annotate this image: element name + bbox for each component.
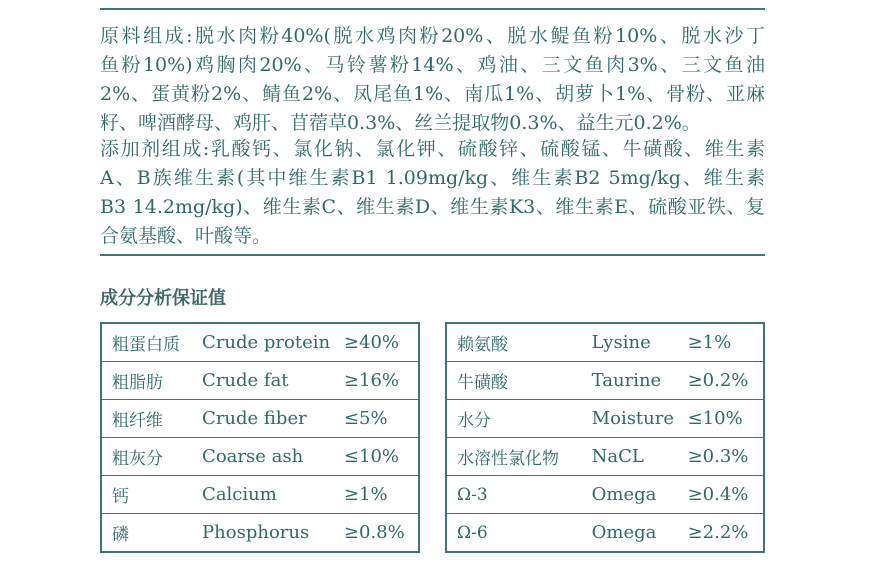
nutrient-name-zh: 粗蛋白质: [112, 335, 180, 355]
nutrient-name-zh: 磷: [101, 514, 192, 553]
analysis-title: 成分分析保证值: [100, 288, 226, 309]
ingredients-line: 籽、啤酒酵母、鸡肝、苜蓿草0.3%、丝兰提取物0.3%、益生元0.2%。: [100, 112, 701, 134]
nutrient-name-zh: 粗纤维: [101, 400, 192, 438]
nutrient-value: ≥1%: [334, 476, 419, 514]
additives-line: B3 14.2mg/kg)、维生素C、维生素D、维生素K3、维生素E、硫酸亚铁、复: [100, 196, 765, 218]
analysis-table-right: [445, 322, 765, 553]
additives-line: 添加剂组成:乳酸钙、氯化钠、氯化钾、硫酸锌、硫酸锰、牛磺酸、维生素: [100, 138, 765, 160]
nutrient-value: ≥1%: [687, 332, 732, 353]
ingredients-line: 鱼粉10%)鸡胸肉20%、马铃薯粉14%、鸡油、三文鱼肉3%、三文鱼油: [100, 54, 765, 76]
nutrient-name-zh: 水溶性氯化物: [446, 438, 582, 476]
nutrient-name-en: Crude protein: [202, 332, 331, 353]
analysis-row: [101, 323, 419, 362]
nutrient-name-zh: 钙: [101, 476, 192, 514]
ingredients-paragraph: [100, 22, 765, 138]
nutrient-name-en: Taurine: [582, 362, 678, 400]
additives-line: A、B族维生素(其中维生素B1 1.09mg/kg、维生素B2 5mg/kg、维生素: [100, 167, 765, 189]
analysis-row: [446, 323, 764, 362]
nutrient-value: ≤5%: [334, 400, 419, 438]
nutrient-value: ≥16%: [334, 362, 419, 400]
top-divider: [100, 8, 765, 10]
nutrient-value: ≤10%: [678, 400, 764, 438]
additives-paragraph: [100, 135, 765, 251]
nutrient-name-en: Moisture: [582, 400, 678, 438]
nutrient-value: ≥0.3%: [678, 438, 764, 476]
nutrient-name-en: Phosphorus: [192, 514, 334, 553]
nutrient-name-en: Calcium: [192, 476, 334, 514]
analysis-row: [446, 514, 764, 553]
nutrient-value: ≥2.2%: [678, 514, 764, 553]
additives-line: 合氨基酸、叶酸等。: [100, 225, 272, 247]
analysis-row: [446, 362, 764, 400]
nutrient-name-zh: Ω-6: [446, 514, 582, 553]
nutrient-name-zh: 粗灰分: [101, 438, 192, 476]
middle-divider: [100, 254, 765, 256]
nutrient-name-en: Crude fiber: [192, 400, 334, 438]
ingredients-line: 2%、蛋黄粉2%、鲭鱼2%、凤尾鱼1%、南瓜1%、胡萝卜1%、骨粉、亚麻: [100, 83, 765, 105]
analysis-row: [446, 476, 764, 514]
analysis-table-left: [100, 322, 420, 553]
nutrient-name-en: Coarse ash: [192, 438, 334, 476]
nutrient-value: ≥0.2%: [678, 362, 764, 400]
nutrient-name-en: Omega: [582, 514, 678, 553]
nutrient-name-en: NaCL: [582, 438, 678, 476]
analysis-row: [101, 438, 419, 476]
ingredients-line: 原料组成:脱水肉粉40%(脱水鸡肉粉20%、脱水鳀鱼粉10%、脱水沙丁: [100, 25, 765, 47]
nutrient-name-zh: 牛磺酸: [446, 362, 582, 400]
nutrient-name-en: Crude fat: [192, 362, 334, 400]
nutrient-name-zh: 赖氨酸: [457, 335, 508, 355]
nutrient-value: ≥0.4%: [678, 476, 764, 514]
analysis-row: [446, 438, 764, 476]
nutrient-name-zh: 粗脂肪: [101, 362, 192, 400]
nutrient-name-en: Omega: [582, 476, 678, 514]
analysis-row: [101, 400, 419, 438]
analysis-row: [446, 400, 764, 438]
nutrient-name-en: Lysine: [591, 332, 651, 353]
analysis-row: [101, 362, 419, 400]
nutrient-name-zh: Ω-3: [446, 476, 582, 514]
nutrient-name-zh: 水分: [446, 400, 582, 438]
nutrient-value: ≤10%: [334, 438, 419, 476]
analysis-row: [101, 476, 419, 514]
nutrient-value: ≥40%: [343, 332, 399, 353]
nutrient-value: ≥0.8%: [334, 514, 419, 553]
analysis-row: [101, 514, 419, 553]
